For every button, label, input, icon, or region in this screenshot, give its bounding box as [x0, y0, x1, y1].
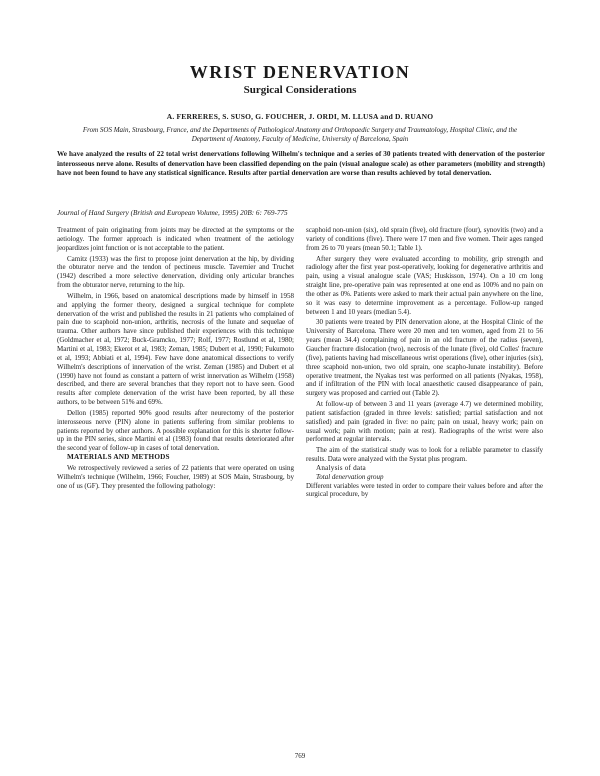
methods-paragraph-2: scaphoid non-union (six), old sprain (five), old fracture (four), synovitis (two) and a variety of conditions (five). There were 17 men and five women. Their ages ranged from 26 to 70 years (mean 50.1; Table 1). — [306, 226, 543, 252]
analysis-subheading: Total denervation group — [316, 472, 384, 481]
author-affiliation: From SOS Main, Strasbourg, France, and the Departments of Pathological Anatomy and Orthopaedic Surgery and Traumatology, Hospital Clinic, and the Department of Anatomy, Faculty of Medicine, University of Barcelona, Spain — [82, 126, 518, 143]
intro-paragraph-1: Treatment of pain originating from joints may be directed at the symptoms or the aetiology. The former approach is indicated when treatment of the aetiology jeopardizes joint function or is not acceptable to the patient. — [57, 226, 294, 252]
methods-heading: MATERIALS AND METHODS — [67, 453, 170, 462]
article-subtitle: Surgical Considerations — [243, 84, 357, 96]
analysis-heading: Analysis of data — [316, 463, 366, 472]
methods-paragraph-3: After surgery they were evaluated according to mobility, grip strength and radiology after the first year post-operatively, looking for degenerative arthritis and pain, using a visual analogue scale (VAS; Huskisson, 1974). On a 10 cm long straight line, pre-operative pain was represented at one end as 100% and no pain on the other as 0%. Patients were asked to mark their actual pain anywhere on the line, so it was easy to determine improvement as a percentage. Follow-up ranged between 1 and 10 years (median 5.4). — [306, 254, 543, 316]
left-column — [57, 226, 294, 490]
methods-paragraph-4: 30 patients were treated by PIN denervation alone, at the Hospital Clinic of the University of Barcelona. There were 20 men and ten women, aged from 21 to 56 years (mean 34.4) complaining of pain in an old fracture of the radius (seven), Gaucher fracture dislocation (two), necrosis of the lunate (five), old Colles' fracture (five), patients having had miscellaneous wrist operations (five), other injuries (six), three scaphoid non-union, two old sprain, one scapho-lunate instability). Before operative treatment, the Nyakas test was performed on all patients (Nyakas, 1958), and if infiltration of the PIN with local anaesthetic caused disappearance of pain, surgery was proposed and carried out (Table 2). — [306, 318, 543, 398]
intro-paragraph-3: Wilhelm, in 1966, based on anatomical descriptions made by himself in 1958 and applying the former theory, designed a surgical technique for complete denervation of the wrist and published the results in 21 patients who complained of pain due to scaphoid non-union, arthritis, necrosis of the lunate and sequelae of trauma. Other authors have since published their experiences with this technique (Goldmacher et al, 1972; Buck-Gramcko, 1977; Rolf, 1977; Rostlund et al, 1980; Martini et al, 1983; Ekerot et al, 1983; Zeman, 1985; Dubert et al, 1990; Fukumoto et al, 1993; Abbiati et al, 1994). Few have done anatomical dissections to verify Wilhelm's descriptions of innervation of the wrist. Zeman (1985) and Dubert et al (1990) have not found as constant a pattern of wrist innervation as Wilhelm (1958) described, and there are several branches that they report not to have seen. Good results after complete denervation of the wrist have been reported, by all these authors, to be between 51% and 69%. — [57, 291, 294, 407]
author-list: A. FERRERES, S. SUSO, G. FOUCHER, J. ORDI, M. LLUSA and D. RUANO — [166, 112, 434, 121]
intro-paragraph-2: Camitz (1933) was the first to propose joint denervation at the hip, by dividing the obturator nerve and the tendon of pectineus muscle. Tavernier and Truchet (1942) described a more selective denervation, dividing only articular branches from the obturator nerve, returning to the hip. — [57, 254, 294, 290]
abstract-text: We have analyzed the results of 22 total wrist denervations following Wilhelm's technique and a series of 30 patients treated with denervation of the posterior interosseous nerve alone. Results of denervation have been classified depending on the pain (visual analogue scale) as other parameters (mobility and strength) have not been found to have any statistical significance. Results after partial denervation are worse than results achieved by total denervation. — [57, 150, 545, 177]
methods-paragraph-5: At follow-up of between 3 and 11 years (average 4.7) we determined mobility, patient satisfaction (graded in three levels: satisfied; partial satisfaction and not satisfied) and pain (graded in five: no pain; pain on usual, heavy work; pain on usual work; pain with motion; pain at rest). Radiographs of the wrist were also performed at regular intervals. — [306, 400, 543, 444]
page-number: 769 — [294, 752, 306, 760]
methods-paragraph-6: The aim of the statistical study was to look for a reliable parameter to classify results. Data were analyzed with the Systat plus program. — [306, 446, 543, 464]
right-column — [306, 226, 543, 499]
intro-paragraph-4: Dellon (1985) reported 90% good results after neurectomy of the posterior interosseous nerve (PIN) alone in patients suffering from similar problems to patients reported by other authors. A possible explanation for this is shorter follow-up in the PIN series, since Martini et al (1983) found that results deteriorated after the second year of follow-up in cases of total denervation. — [57, 408, 294, 453]
methods-paragraph-1: We retrospectively reviewed a series of 22 patients that were operated on using Wilhelm's technique (Wilhelm, 1966; Foucher, 1989) at SOS Main, Strasbourg, by one of us (GF). They presented the following pathology: — [57, 463, 294, 490]
article-title: WRIST DENERVATION — [189, 62, 411, 82]
journal-citation: Journal of Hand Surgery (British and European Volume, 1995) 20B: 6: 769-775 — [57, 209, 288, 217]
analysis-paragraph-1: Different variables were tested in order to compare their values before and after the surgical procedure, by — [306, 481, 543, 499]
